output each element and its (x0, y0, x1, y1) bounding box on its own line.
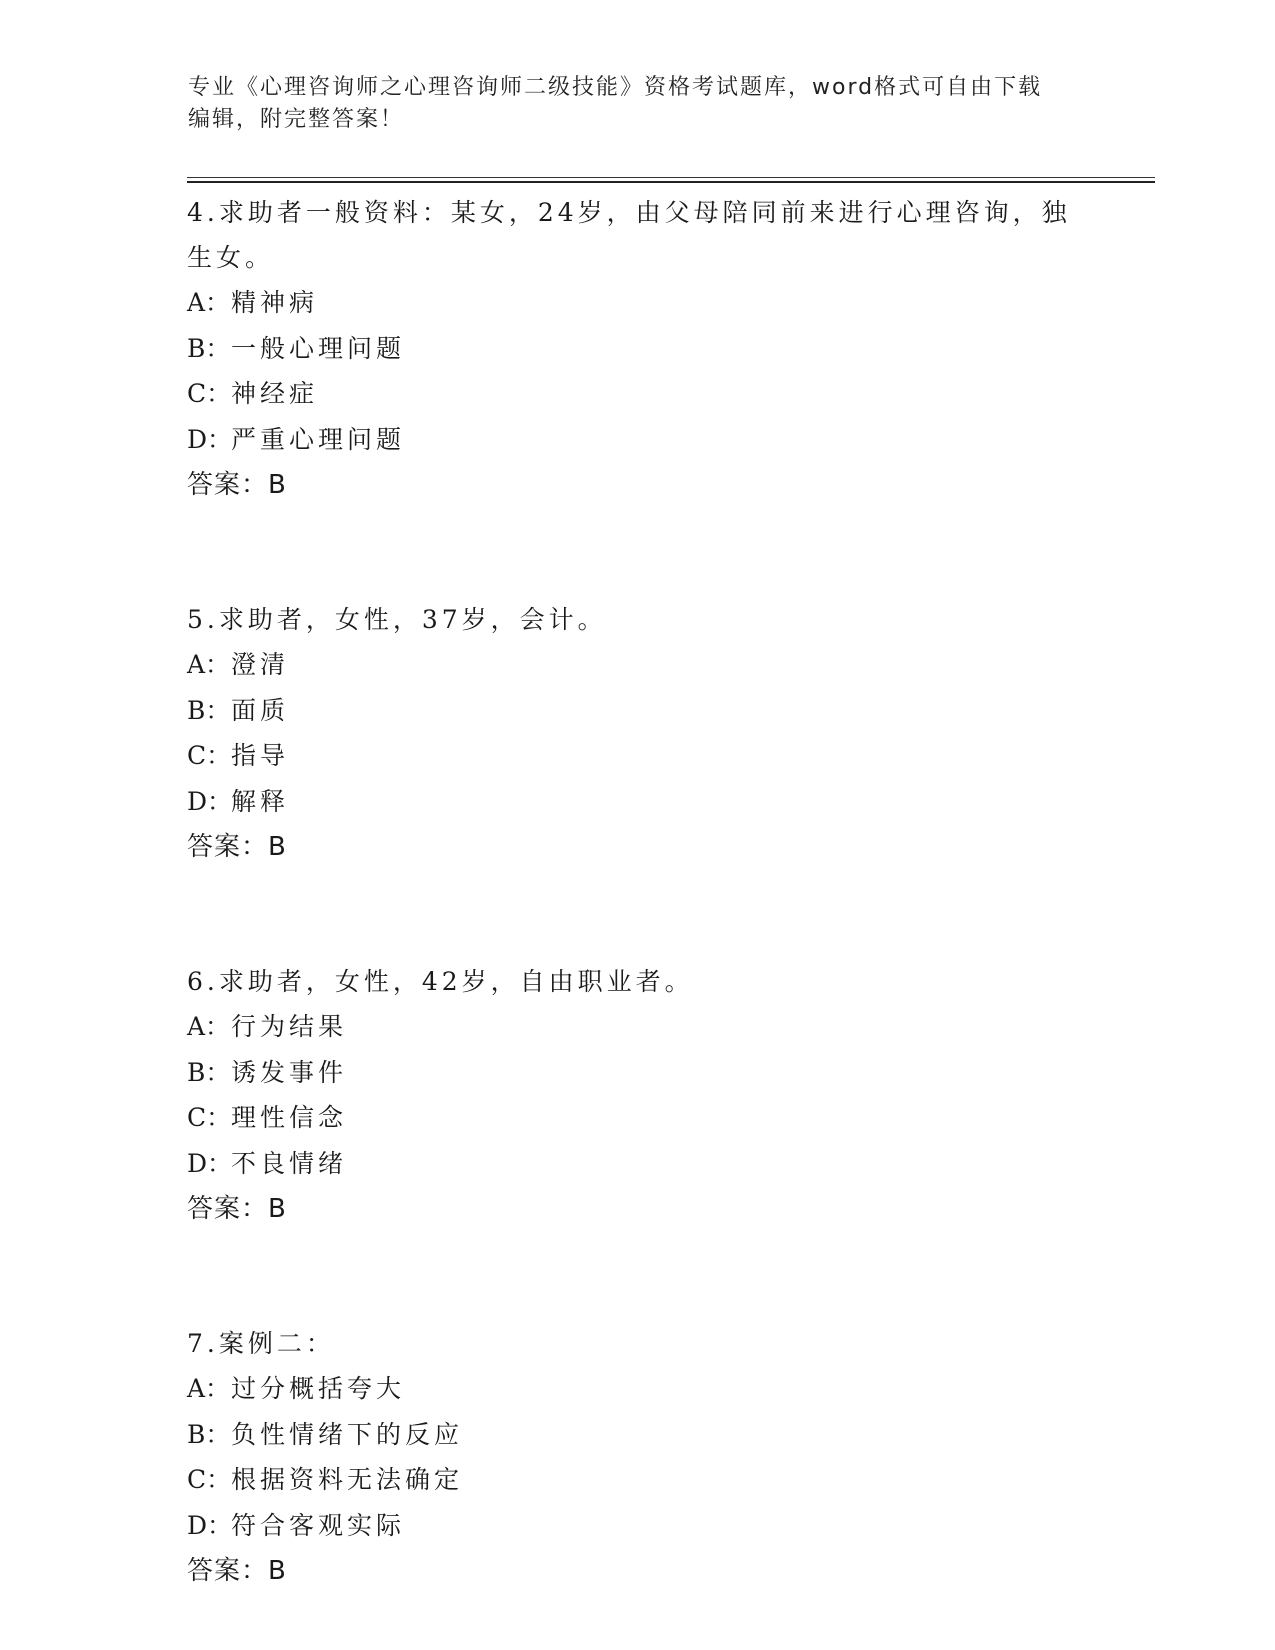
question-spacer (187, 870, 1087, 959)
question-stem-continued: 生女。 (187, 243, 275, 272)
option-text: 理性信念 (231, 1103, 348, 1132)
option-key: D： (187, 424, 233, 454)
option-text: 行为结果 (231, 1012, 348, 1041)
option-text: 澄清 (231, 650, 290, 679)
option-text: 符合客观实际 (231, 1510, 406, 1540)
option-b (187, 326, 1087, 372)
option-key: A： (187, 1012, 231, 1041)
option-d (187, 779, 1087, 825)
option-text: 诱发事件 (231, 1057, 348, 1087)
option-d (187, 417, 1087, 463)
option-d (187, 1141, 1087, 1187)
option-key: B： (187, 695, 231, 725)
question-5 (187, 597, 1087, 870)
option-key: A： (187, 1374, 231, 1403)
option-c (187, 733, 1087, 779)
question-stem: 6.求助者，女性，42岁，自由职业者。 (187, 967, 694, 996)
option-key: D： (187, 786, 233, 816)
question-7 (187, 1321, 1087, 1594)
question-stem: 4.求助者一般资料：某女，24岁，由父母陪同前来进行心理咨询，独 (187, 198, 1071, 227)
question-4 (187, 190, 1087, 508)
option-c (187, 371, 1087, 417)
question-spacer (187, 508, 1087, 597)
option-a (187, 1004, 1087, 1050)
option-text: 一般心理问题 (231, 333, 406, 363)
option-key: C： (187, 379, 232, 408)
document-header (188, 72, 1088, 136)
option-key: A： (187, 288, 231, 317)
option-a (187, 1366, 1087, 1412)
answer-line: 答案：B (187, 1556, 287, 1586)
option-key: C： (187, 741, 232, 770)
question-stem: 7.案例二： (187, 1329, 335, 1358)
answer-line: 答案：B (187, 470, 287, 500)
question-list (187, 190, 1087, 1594)
option-a (187, 642, 1087, 688)
answer-line: 答案：B (187, 832, 287, 862)
question-spacer (187, 1232, 1087, 1321)
option-c (187, 1457, 1087, 1503)
header-divider-thin (187, 177, 1155, 178)
option-key: C： (187, 1465, 232, 1494)
header-divider-thick (187, 181, 1155, 183)
option-key: D： (187, 1510, 233, 1540)
option-text: 根据资料无法确定 (231, 1465, 464, 1494)
option-a (187, 280, 1087, 326)
option-text: 过分概括夸大 (231, 1374, 406, 1403)
question-6 (187, 959, 1087, 1232)
option-text: 解释 (231, 786, 290, 816)
option-key: B： (187, 333, 231, 363)
header-line-2: 编辑，附完整答案！ (188, 107, 405, 132)
option-text: 神经症 (231, 379, 319, 408)
option-text: 不良情绪 (231, 1148, 348, 1178)
option-text: 精神病 (231, 288, 319, 317)
option-key: D： (187, 1148, 233, 1178)
answer-line: 答案：B (187, 1194, 287, 1224)
option-text: 面质 (231, 695, 290, 725)
option-key: C： (187, 1103, 232, 1132)
option-key: B： (187, 1057, 231, 1087)
option-b (187, 688, 1087, 734)
option-d (187, 1503, 1087, 1549)
header-line-1: 专业《心理咨询师之心理咨询师二级技能》资格考试题库，word格式可自由下载 (188, 75, 1043, 100)
option-b (187, 1412, 1087, 1458)
option-c (187, 1095, 1087, 1141)
option-text: 负性情绪下的反应 (231, 1419, 464, 1449)
option-key: B： (187, 1419, 231, 1449)
option-text: 指导 (231, 741, 290, 770)
option-key: A： (187, 650, 231, 679)
option-b (187, 1050, 1087, 1096)
question-stem: 5.求助者，女性，37岁，会计。 (187, 605, 607, 634)
option-text: 严重心理问题 (231, 424, 406, 454)
